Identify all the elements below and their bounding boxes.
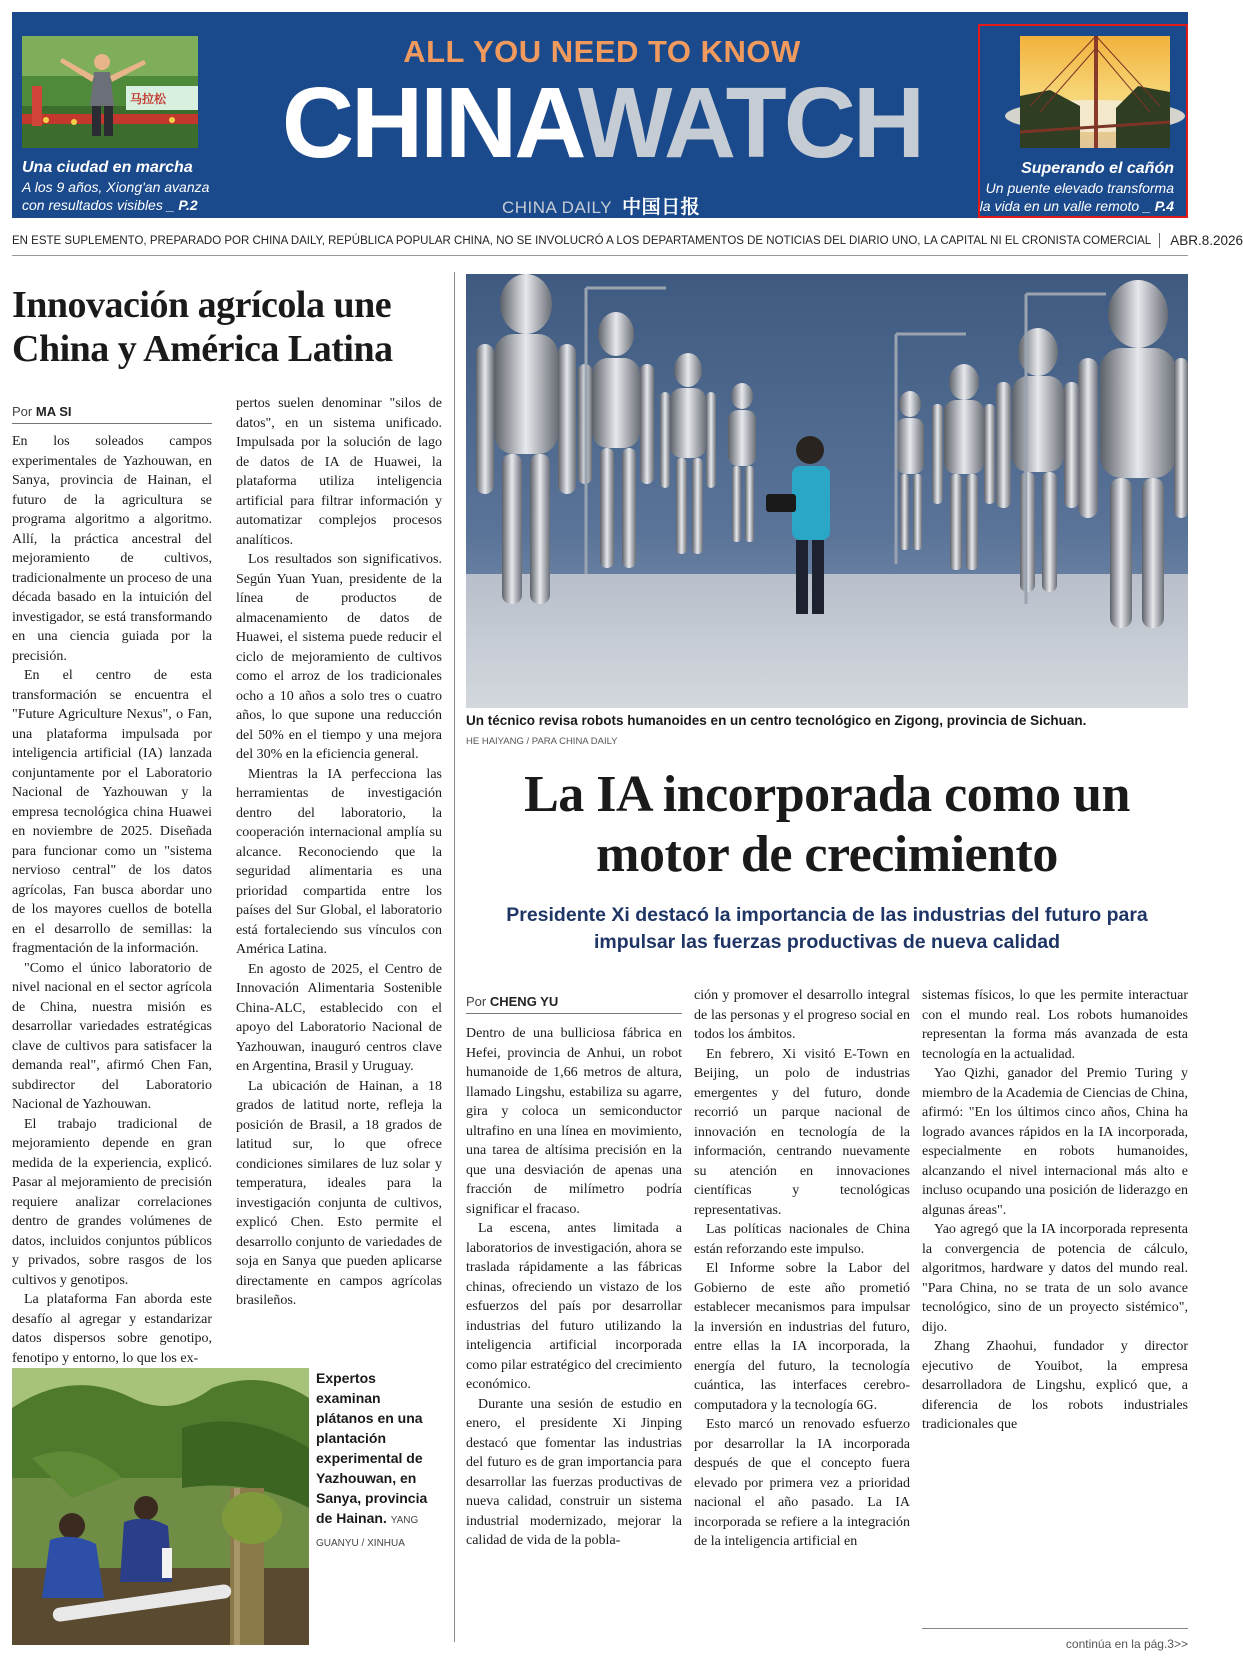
main-story-headline[interactable]: La IA incorporada como un motor de crecimiento xyxy=(524,766,1130,883)
masthead-kicker: ALL YOU NEED TO KNOW xyxy=(403,34,801,69)
paragraph: "Como el único laboratorio de nivel nacional en el sector agrícola de China, nuestra misión es desarrollar variedades estratégicas clave de cultivos para satisfacer la demanda real", afirmó Chen Fan, subdirector del Laboratorio Nacional de Yazhouwan. xyxy=(12,960,212,1112)
humanoid-robots-photo xyxy=(466,274,1188,708)
paragraph: ción y promover el desarrollo integral de las personas y el progreso social en todos los ámbitos. xyxy=(694,988,910,1042)
paragraph: Las políticas nacionales de China están reforzando este impulso. xyxy=(694,1222,910,1257)
teaser-left-subtitle: A los 9 años, Xiong'an avanza con resultados visibles _ P.2 xyxy=(22,179,210,213)
disclaimer-strip xyxy=(12,226,1243,256)
paragraph: sistemas físicos, lo que les permite interactuar con el mundo real. Los robots humanoides representan la forma más avanzada de esta tecnología en la actualidad. xyxy=(922,988,1188,1062)
paragraph: pertos suelen denominar "silos de datos", en un sistema unificado. Impulsada por la solución de lago de datos de IA de Huawei, la plataforma utiliza inteligencia artificial para filtrar información y automatizar complejos procesos analíticos. xyxy=(236,396,442,548)
paragraph: Zhang Zhaohui, fundador y director ejecutivo de Youibot, la empresa desarrolladora de Lingshu, explicó que, a diferencia de los robots industriales tradicionales que xyxy=(922,1339,1188,1432)
paragraph: Esto marcó un renovado esfuerzo por desarrollar la IA incorporada después de que el concepto fuera elevado por primera vez a prioridad nacional el año pasado. La IA incorporada se refiere a la integración de la inteligencia artificial en xyxy=(694,1417,910,1549)
main-story-column-1 xyxy=(466,1024,682,1644)
paragraph: Dentro de una bulliciosa fábrica en Hefei, provincia de Anhui, un robot humanoide de 1,66 metros de altura, llamado Lingshu, estabiliza su agarre, gira y coloca un semiconductor ultrafino en una línea en movimiento, una tarea de altísima precisión en la que una desviación de apenas una fracción de milímetro podría significar el fracaso. xyxy=(466,1026,682,1217)
paragraph: Durante una sesión de estudio en enero, el presidente Xi Jinping destacó que fomentar las industrias del futuro es de gran importancia para desarrollar las fuerzas productivas de nueva calidad, construir un sistema industrial modernizado, mejorar la calidad de vida de la pobla- xyxy=(466,1396,682,1548)
publisher-mark: CHINA DAILY 中国日报 xyxy=(502,196,701,218)
paragraph: Mientras la IA perfecciona las herramientas de investigación dentro del laboratorio, la cooperación internacional amplía su alcance. Reconociendo que la seguridad alimentaria es una prioridad compartida entre los países del Sur Global, el laboratorio está fortaleciendo sus vínculos con América Latina. xyxy=(236,766,442,957)
bridge-canyon-photo xyxy=(1020,36,1170,148)
main-story-author: CHENG YU xyxy=(489,994,559,1009)
china-watch-logo: CHINAWATCH xyxy=(281,67,923,179)
teaser-left-title: Una ciudad en marcha xyxy=(22,159,193,176)
robots-photo-credit: HE HAIYANG / PARA CHINA DAILY xyxy=(466,736,618,747)
column-divider xyxy=(454,272,455,1642)
paragraph: La plataforma Fan aborda este desafío al agregar y estandarizar datos dispersos sobre genotipo, fenotipo y entorno, lo que los ex- xyxy=(12,1292,212,1366)
paragraph: En los soleados campos experimentales de Yazhouwan, en Sanya, provincia de Hainan, el futuro de la agricultura se programa algoritmo a algoritmo. Allí, la práctica ancestral del mejoramiento de cultivos, tradicionalmente un proceso de una década basado en la intuición del investigador, se está transformando en una ciencia guiada por la precisión. xyxy=(12,434,212,664)
teaser-right[interactable] xyxy=(978,24,1188,218)
paragraph: Yao Qizhi, ganador del Premio Turing y miembro de la Academia de Ciencias de China, afirmó: "En los últimos cinco años, China ha logrado avances rápidos en la IA incorporada, especialmente en robots humanoides, alcanzando el nivel internacional más alto e incluso ocupando una posición de liderazgo en algunas áreas". xyxy=(922,1066,1188,1218)
paragraph: La escena, antes limitada a laboratorios de investigación, ahora se traslada rápidamente a las fábricas chinas, ofreciendo un vistazo de los esfuerzos del país por desarrollar industrias del futuro utilizando la inteligencia artificial incorporada como pilar estratégico del crecimiento económico. xyxy=(466,1221,682,1392)
banana-plantation-photo xyxy=(12,1368,309,1645)
teaser-right-subtitle: Un puente elevado transforma la vida en un valle remoto _ P.4 xyxy=(979,180,1174,214)
banana-photo-credit: YANG GUANYU / XINHUA xyxy=(316,1515,419,1549)
banana-photo-caption: Expertos examinan plátanos en una plantación experimental de Yazhouwan, en Sanya, provincia de Hainan. YANG GUANYU / XINHUA xyxy=(316,1370,428,1549)
teaser-right-title: Superando el cañón xyxy=(1021,160,1174,177)
main-story-column-2 xyxy=(694,986,910,1644)
main-story-column-3 xyxy=(922,986,1188,1626)
svg-text:马拉松: 马拉松 xyxy=(130,92,167,106)
continued-on-page-link[interactable]: continúa en la pág.3>> xyxy=(922,1628,1188,1651)
masthead xyxy=(12,12,1188,218)
disclaimer-text: EN ESTE SUPLEMENTO, PREPARADO POR CHINA DAILY, REPÚBLICA POPULAR CHINA, NO SE INVOLUCRÓ A LOS DEPARTAMENTOS DE NOTICIAS DEL DIARIO UNO, LA CAPITAL NI EL CRONISTA COMERCIAL xyxy=(12,234,1152,247)
teaser-right-page: P.4 xyxy=(1154,198,1174,214)
left-story-author: MA SI xyxy=(35,404,72,419)
paragraph: El trabajo tradicional de mejoramiento depende en gran medida de la experiencia, explicó. Pasar al mejoramiento de precisión requiere analizar correlaciones dentro de grandes volúmenes de datos, incluidos conjuntos públicos y privados, sobre rasgos de los cultivos y genotipos. xyxy=(12,1116,212,1288)
left-story-column-2 xyxy=(236,394,442,1354)
issue-date: ABR.8.2026 xyxy=(1159,233,1243,248)
paragraph: La ubicación de Hainan, a 18 grados de latitud norte, refleja la posición de Brasil, a 18 grados de latitud sur, lo que ofrece condiciones similares de luz solar y temperatura, ideales para la investigación conjunta de cultivos, explicó Chen. Esto permite el desarrollo conjunto de variedades de soja en Sanya que pueden aplicarse directamente en campos agrícolas brasileños. xyxy=(236,1078,442,1308)
left-story-byline: Por MA SI xyxy=(12,404,212,424)
paragraph: En agosto de 2025, el Centro de Innovación Alimentaria Sostenible China-ALC, establecido con el apoyo del Laboratorio Nacional de Yazhouwan, inauguró centros clave en Argentina, Brasil y Uruguay. xyxy=(236,961,442,1074)
paragraph: En febrero, Xi visitó E-Town en Beijing, un polo de industrias emergentes y del futuro, donde recorrió un parque nacional de innovación en tecnología de la información, centrando nuevamente su atención en innovaciones científicas y tecnológicas representativas. xyxy=(694,1046,910,1218)
paragraph: Yao agregó que la IA incorporada representa la convergencia de potencia de cálculo, algoritmos, hardware y datos del mundo real. "Para China, no se trata de un solo avance tecnológico, sino de un proyecto sistémico", dijo. xyxy=(922,1222,1188,1335)
main-story-deck: Presidente Xi destacó la importancia de las industrias del futuro para impulsar las fuerzas productivas de nueva calidad xyxy=(506,904,1148,953)
main-story-byline: Por CHENG YU xyxy=(466,994,682,1014)
robots-photo-caption: Un técnico revisa robots humanoides en un centro tecnológico en Zigong, provincia de Sichuan. xyxy=(466,713,1087,728)
teaser-left[interactable] xyxy=(12,24,222,224)
marathon-runner-photo xyxy=(22,36,198,148)
left-story-headline[interactable]: Innovación agrícola une China y América Latina xyxy=(12,284,393,370)
teaser-left-page: P.2 xyxy=(178,197,198,213)
paragraph: El Informe sobre la Labor del Gobierno de este año prometió establecer mecanismos para impulsar la inversión en industrias del futuro, entre ellas la IA incorporada, la energía del futuro, la tecnología cuántica, las interfaces cerebro-computadora y la tecnología 6G. xyxy=(694,1261,910,1413)
paragraph: En el centro de esta transformación se encuentra el "Future Agriculture Nexus", o Fan, una plataforma impulsada por inteligencia artificial (IA) lanzada conjuntamente por el Laboratorio Nacional de Yazhouwan y la empresa tecnológica china Huawei en noviembre de 2025. Diseñada para funcionar como un "sistema nervioso central" de los datos agrícolas, Fan busca abordar uno de los mayores cuellos de botella en el desarrollo de semillas: la fragmentación de la información. xyxy=(12,668,212,956)
left-story-column-1 xyxy=(12,432,212,1366)
paragraph: Los resultados son significativos. Según Yuan Yuan, presidente de la línea de productos de almacenamiento de datos de Huawei, el sistema puede reducir el ciclo de mejoramiento de cultivos como el arroz de los tradicionales ocho a 10 años a solo tres o cuatro años, lo que supone una reducción del 50% en el tiempo y una mejora del 30% en la eficiencia general. xyxy=(236,552,442,762)
